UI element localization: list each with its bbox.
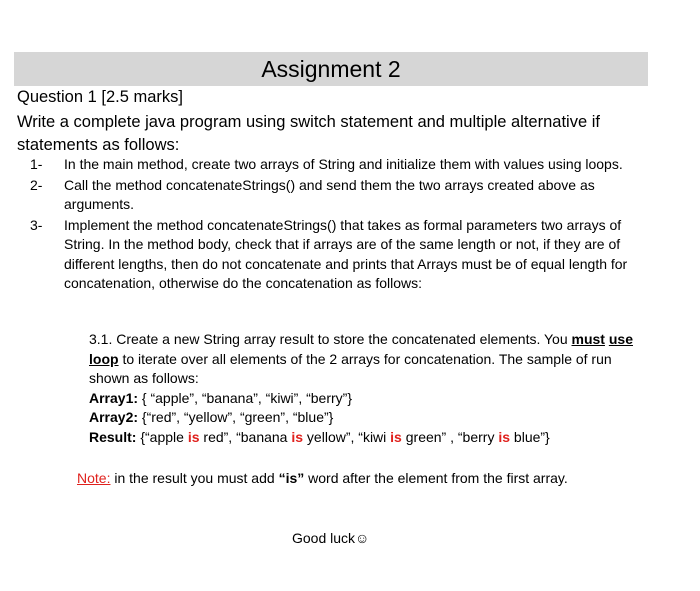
array2-value: {“red”, “yellow”, “green”, “blue”} [141,409,334,425]
result-part: {“apple [140,428,188,445]
good-luck-footer: Good luck☺ [292,530,370,546]
is-word: is [291,428,304,445]
note-label: Note: [77,470,111,486]
array1-label: Array1: [89,389,139,406]
result-part: blue”} [510,428,550,445]
is-word: is [187,428,200,445]
step-number: 3- [30,216,43,233]
sub-step-paragraph [89,330,651,389]
step-text: In the main method, create two arrays of String and initialize them with values using loops. [64,156,623,172]
list-item [30,216,650,294]
is-word: is [498,428,511,445]
array1-line [89,389,651,409]
question-intro: Write a complete java program using switch statement and multiple alternative if statements as follows: [17,113,600,154]
result-part: green” , “berry [401,428,499,445]
sub-step-block [89,330,651,447]
use-loop-emphasis: use loop [89,331,633,367]
result-line [89,428,651,448]
result-part: red”, “banana [199,428,292,445]
sub-step-text-2: to iterate over all elements of the 2 arrays for concatenation. The sample of run shown as follows: [89,350,612,386]
sub-step-text-1: 3.1. Create a new String array result to store the concatenated elements. You [89,331,568,347]
note-line [77,470,568,486]
assignment-title: Assignment 2 [261,55,401,82]
list-item [30,155,650,175]
result-label: Result: [89,428,137,445]
question-heading: Question 1 [2.5 marks] [17,88,183,106]
result-part: yellow”, “kiwi [303,428,391,445]
array1-value: { “apple”, “banana”, “kiwi”, “berry”} [141,389,352,406]
step-text: Call the method concatenateStrings() and send them the two arrays created above as arguments. [64,176,595,212]
must-emphasis: must [571,331,605,347]
note-text: in the result you must add [110,470,279,486]
step-number: 1- [30,156,43,172]
step-number: 2- [30,176,43,193]
array2-line [89,408,651,428]
note-text: word after the element from the first array. [304,470,568,486]
is-word-quoted: “is” [278,470,305,486]
step-text: Implement the method concatenateStrings() that takes as formal parameters two arrays of String. In the method body, check that if arrays are of the same length or not, if they are of different lengths, then do not concatenate and prints that Arrays must be of equal length for concatenation, otherwise do the concatenation as follows: [64,216,628,291]
list-item [30,176,650,215]
assignment-title-bar [14,52,648,86]
is-word: is [390,428,402,445]
array2-label: Array2: [89,409,139,425]
steps-list [30,155,650,295]
